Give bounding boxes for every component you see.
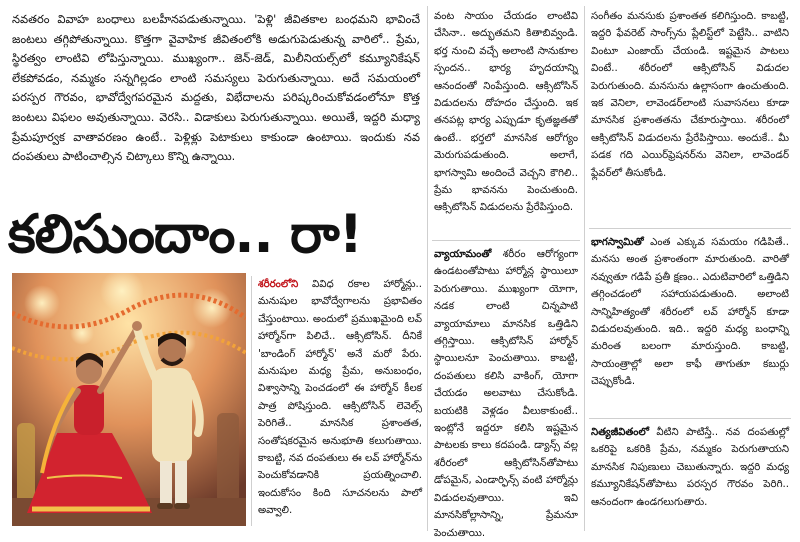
lead-word: నిత్యజీవితంలో (591, 427, 649, 438)
article-column-3-top: వంట సాయం చేయడం లాంటివి చేసినా.. అద్భుతమని కితాబివ్వండి. భర్త నుంచి వచ్చే అలాంటి సానుకూల స్పందన.. భార్య హృదయాన్ని ఆనందంతో నింపేస్తుంది. ఆక్సిటోసిన్ విడుదలను దోహదం చేస్తుంది. ఇక తనపట్ల భార్య ఎప్పుడూ కృతజ్ఞతతో ఉంటే.. భర్తలో మానసిక ఆరోగ్యం మెరుగుపడుతుంది. అలాగే, భాగస్వామి అందించే వెచ్చని కౌగిలి.. ప్రేమ భావనను పెంచుతుంది. ఆక్సిటోసిన్ విడుదలను ప్రేరేపిస్తుంది. (434, 11, 578, 214)
column-text: వీటిని పాటిస్తే.. నవ దంపతుల్లో ఒకరిపై ఒకరికి ప్రేమ, నమ్మకం పెరుగుతాయని మానసిక నిపుణులు చెబుతున్నారు. ఇద్దరి మధ్య కమ్యూనికేషన్‌తోపాటు పరస్పర గౌరవం పెరిగి.. ఆనందంగా ఉండగలుగుతారు. (591, 427, 789, 508)
section-divider (589, 228, 791, 229)
article-column-3-bottom (434, 246, 578, 542)
column-text: ఎంత ఎక్కువ సమయం గడిపితే.. మనసు అంత ప్రశాంతంగా మారుతుంది. వారితో నవ్వుతూ గడిపే ప్రతీ క్షణం.. ఎదుటివారిలో ఒత్తిడిని తగ్గించడంలో సహాయపడుతుంది. అలాంటి సాన్నిహిత్యంతో శరీరంలో లవ్ హార్మోన్ కూడా విడుదలవుతుంది. ఇది.. ఇద్దరి మధ్య బంధాన్ని మరింత బలంగా మారుస్తుంది. కాబట్టి, సాయంత్రాల్లో అలా కాఫీ తాగుతూ కబుర్లు చెప్పుకోండి. (591, 237, 789, 388)
column-divider (427, 6, 428, 531)
lead-word: భాగస్వామితో (591, 237, 644, 248)
lead-word: వ్యాయామంతో (434, 249, 492, 260)
column-text: శరీరం ఆరోగ్యంగా ఉండటంతోపాటు హార్మోన్ల స్థాయిలూ పెరుగుతాయి. ముఖ్యంగా యోగా, నడక లాంటి చిన్నపాటి వ్యాయామాలు మానసిక ఒత్తిడిని తగ్గిస్తాయి. ఆక్సిటోసిన్ హార్మోన్ స్థాయిలనూ పెంచుతాయి. కాబట్టి, దంపతులు కలిసి వాకింగ్, యోగా చేయడం అలవాటు చేసుకోండి. బయటికి వెళ్లడం వీలుకాకుంటే.. ఇంట్లోనే ఇద్దరూ కలిసి ఇష్టమైన పాటలకు కాలు కదపండి. డ్యాన్స్ వల్ల శరీరంలో ఆక్సిటోసిన్‌తోపాటు డోపమైన్, ఎండార్ఫిన్స్ వంటి హార్మోన్లు విడుదలవుతాయి. ఇవి మానసికోల్లాసాన్ని, ప్రేమనూ పెంచుతాయి. (434, 249, 578, 539)
column-divider (251, 276, 252, 526)
article-column-4-middle (591, 234, 789, 391)
column-text: వివిధ రకాల హార్మోన్లు.. మనుషుల భావోద్వేగాలను ప్రభావితం చేస్తుంటాయి. అందులో ప్రముఖమైంది లవ్ హార్మోన్‌గా పిలిచే.. ఆక్సిటోసిన్. దీనికే 'బాండింగ్ హార్మోన్' అనే మరో పేరు. మనుషుల మధ్య ప్రేమ, అనుబంధం, విశ్వాసాన్ని పెంచడంలో ఈ హార్మోన్ కీలక పాత్ర పోషిస్తుంది. ఆక్సిటోసిన్ లెవెల్స్ పెరిగితే.. మానసిక ప్రశాంతత, సంతోషకరమైన అనుభూతి కలుగుతాయి. కాబట్టి, నవ దంపతులు ఈ లవ్ హార్మోన్‌ను పెంచుకోవడానికి ప్రయత్నించాలి. ఇందుకోసం కింది సూచనలను పాలో అవ్వాలి. (258, 279, 422, 517)
column-divider (584, 6, 585, 531)
lead-word: శరీరంలోని (258, 279, 299, 290)
article-column-4-top: సంగీతం మనసుకు ప్రశాంతత కలిగిస్తుంది. కాబట్టి, ఇద్దరి ఫేవరెట్ సాంగ్స్‌ను ప్లేలిస్ట్‌లో పెట్టేసి.. వాటిని వింటూ ఎంజాయ్ చేయండి. ఇష్టమైన పాటలు వింటే.. శరీరంలో ఆక్సిటోసిన్ విడుదల పెరుగుతుంది. మనసును ఉల్లాసంగా ఉంచుతుంది. ఇక వెనిలా, లావెండర్‌లాంటి సువాసనలు కూడా మానసిక ప్రశాంతతను చేకూరుస్తాయి. శరీరంలో ఆక్సిటోసిన్ విడుదలను ప్రేరేపిస్తాయి. అందుకే.. మీ పడక గది ఎయిర్‌ఫ్రెషనర్‌ను వెనిలా, లావెండర్ ఫ్లేవర్‌లో తీసుకోండి. (591, 11, 789, 179)
intro-paragraph: నవతరం వివాహ బంధాలు బలహీనపడుతున్నాయి. 'పెళ్లి' జీవితకాల బంధమని భావించే జంటలు తగ్గిపోతున్నాయి. కొత్తగా వైవాహిక జీవితంలోకి అడుగుపెడుతున్న వారిలో.. ప్రేమ, స్థిరత్వం లాంటివి లోపిస్తున్నాయి. ముఖ్యంగా.. జెన్-జెడ్, మిలీనియల్స్‌లో కమ్యూనికేషన్ లేకపోవడం, నమ్మకం సన్నగిల్లడం లాంటి సమస్యలు పెరుగుతున్నాయి. అదే సమయంలో పరస్పర గౌరవం, భావోద్వేగపరమైన మద్దతు, విభేదాలను పరిష్కరించుకోవడంలోనూ కొత్త జంటలు విఫలం అవుతున్నాయి. వెరసి.. విడాకులు పెరుగుతున్నాయి. అయితే, ఇద్దరి మధ్యా ప్రేమపూర్వక వాతావరణం ఉంటే.. పెళ్లిళ్లు పెటాకులు కాకుండా ఉంటాయి. ఇందుకు నవ దంపతులు పాటించాల్సిన చిట్కాలు కొన్ని ఉన్నాయి. (12, 12, 420, 164)
article-column-2 (258, 276, 422, 520)
section-divider (432, 240, 580, 241)
article-column-4-bottom (591, 424, 789, 511)
couple-dancing-illustration (12, 273, 246, 526)
couple-photo (12, 273, 246, 526)
section-divider (589, 418, 791, 419)
headline: కలిసుందాం.. రా! (8, 204, 362, 265)
